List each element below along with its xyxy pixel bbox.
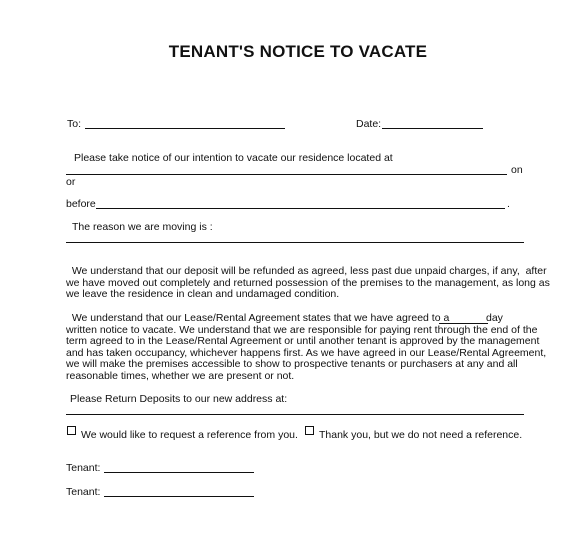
request-reference-checkbox[interactable]: [67, 426, 76, 435]
intro-text: Please take notice of our intention to vacate our residence located at: [74, 152, 393, 164]
tenant-signature-label: Tenant:: [66, 462, 101, 474]
lease-paragraph-line: we will make the premises accessible to show to prospective tenants or purchasers at any and all: [66, 358, 518, 371]
deposit-paragraph-line: We understand that our deposit will be refunded as agreed, less past due unpaid charges, if any, after: [66, 265, 547, 277]
tenant-signature-label: Tenant:: [66, 486, 101, 498]
deposit-paragraph-line: we leave the residence in clean and undamaged condition.: [66, 288, 340, 301]
before-date-field[interactable]: [96, 208, 505, 209]
no-reference-checkbox[interactable]: [305, 426, 314, 435]
to-label: To:: [67, 118, 82, 130]
document-title: TENANT'S NOTICE TO VACATE: [168, 42, 428, 61]
tenant-signature-field[interactable]: [104, 472, 254, 473]
lease-paragraph: [66, 312, 547, 383]
lease-paragraph-line: term agreed to in the Lease/Rental Agreement or until another tenant is approved by the management: [66, 335, 540, 348]
date-label: Date:: [356, 118, 382, 130]
notice-days-field[interactable]: [439, 323, 488, 324]
lease-paragraph-line: written notice to vacate. We understand that we are responsible for paying rent through the end of the: [66, 323, 538, 336]
reason-label: The reason we are moving is :: [72, 221, 213, 233]
return-deposits-label: Please Return Deposits to our new address at:: [70, 393, 288, 405]
to-field[interactable]: [85, 128, 285, 129]
deposit-paragraph: [66, 265, 550, 301]
or-label: or: [66, 176, 76, 188]
residence-address-field[interactable]: [66, 174, 507, 175]
day-label: day: [486, 312, 503, 324]
lease-paragraph-line: We understand that our Lease/Rental Agreement states that we have agreed to a: [66, 312, 450, 324]
before-label: before: [66, 198, 96, 210]
request-reference-label: We would like to request a reference from you.: [81, 429, 298, 441]
lease-paragraph-line: reasonable times, whether we are present or not.: [66, 369, 295, 382]
date-field[interactable]: [382, 128, 483, 129]
before-period: .: [507, 198, 510, 210]
on-label: on: [511, 164, 523, 176]
deposit-paragraph-line: we have moved out completely and returned possession of the premises to the management, as long as: [66, 276, 550, 289]
reason-field[interactable]: [66, 242, 524, 243]
lease-paragraph-line: and has taken occupancy, whichever happens first. As we have agreed in our Lease/Rental Agreement,: [66, 346, 547, 359]
new-address-field[interactable]: [66, 414, 524, 415]
tenant-signature-field[interactable]: [104, 496, 254, 497]
no-reference-label: Thank you, but we do not need a reference.: [319, 429, 523, 441]
